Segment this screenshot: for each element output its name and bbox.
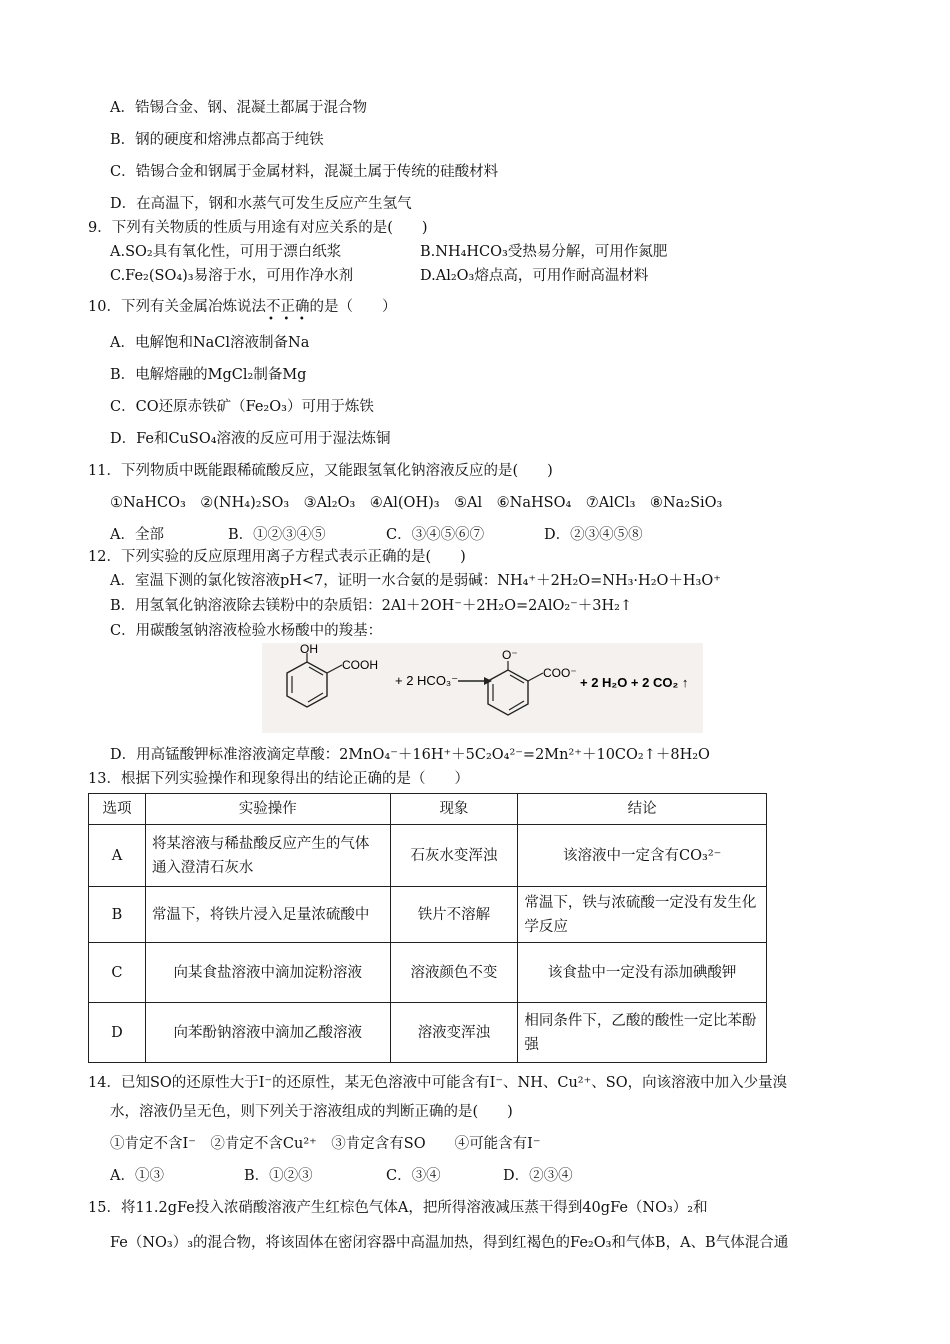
- cell-conclusion: 该溶液中一定含有CO₃²⁻: [518, 825, 767, 887]
- q10-option-c: C．CO还原赤铁矿（Fe₂O₃）可用于炼铁: [110, 399, 374, 415]
- cell-conclusion: 该食盐中一定没有添加碘酸钾: [518, 943, 767, 1003]
- cell-option: B: [89, 887, 146, 943]
- q12-option-d: D．用高锰酸钾标准溶液滴定草酸：2MnO₄⁻＋16H⁺＋5C₂O₄²⁻=2Mn²⁺＋10CO₂↑＋8H₂O: [110, 747, 710, 763]
- q12-option-a: A．室温下测的氯化铵溶液pH<7，证明一水合氨的是弱碱：NH₄⁺＋2H₂O=NH₃·H₂O＋H₃O⁺: [110, 573, 721, 589]
- emphasis-dots: • • •: [268, 314, 305, 325]
- cell-operation: 将某溶液与稀盐酸反应产生的气体通入澄清石灰水: [145, 825, 390, 887]
- q8-option-a: A．锆锡合金、钢、混凝土都属于混合物: [110, 100, 367, 116]
- q14-items: ①肯定不含I⁻ ②肯定不含Cu²⁺ ③肯定含有SO ④可能含有I⁻: [110, 1136, 541, 1152]
- q9-option-a: A.SO₂具有氧化性，可用于漂白纸浆: [110, 244, 342, 260]
- q14-line1: 14．已知SO的还原性大于I⁻的还原性，某无色溶液中可能含有I⁻、NH、Cu²⁺、SO，向该溶液中加入少量溴: [88, 1075, 788, 1091]
- cell-operation: 向苯酚钠溶液中滴加乙酸溶液: [145, 1003, 390, 1063]
- q11-stem: 11．下列物质中既能跟稀硫酸反应，又能跟氢氧化钠溶液反应的是( ): [88, 463, 553, 479]
- q14-option-b: B．①②③: [244, 1168, 313, 1184]
- header-operation: 实验操作: [145, 794, 390, 825]
- products-label: + 2 H₂O + 2 CO₂ ↑: [580, 675, 689, 690]
- cell-operation: 向某食盐溶液中滴加淀粉溶液: [145, 943, 390, 1003]
- q9-stem: 9．下列有关物质的性质与用途有对应关系的是( ): [88, 220, 428, 236]
- cell-option: D: [89, 1003, 146, 1063]
- header-phenomenon: 现象: [390, 794, 518, 825]
- q13-stem: 13．根据下列实验操作和现象得出的结论正确的是（ ）: [88, 771, 469, 787]
- benzene-ring-left: [287, 662, 327, 707]
- q9-option-b: B.NH₄HCO₃受热易分解，可用作氮肥: [420, 244, 668, 260]
- q12-option-c: C．用碳酸氢钠溶液检验水杨酸中的羧基：: [110, 623, 383, 639]
- q10-option-b: B．电解熔融的MgCl₂制备Mg: [110, 367, 307, 383]
- q11-items: ①NaHCO₃ ②(NH₄)₂SO₃ ③Al₂O₃ ④Al(OH)₃ ⑤Al ⑥NaHSO₄ ⑦AlCl₃ ⑧Na₂SiO₃: [110, 495, 723, 511]
- header-option: 选项: [89, 794, 146, 825]
- cell-option: C: [89, 943, 146, 1003]
- cell-conclusion: 常温下，铁与浓硫酸一定没有发生化学反应: [518, 887, 767, 943]
- q9-option-d: D.Al₂O₃熔点高，可用作耐高温材料: [420, 268, 649, 284]
- q15-line2: Fe（NO₃）₃的混合物，将该固体在密闭容器中高温加热，得到红褐色的Fe₂O₃和气体B，A、B气体混合通: [110, 1235, 789, 1251]
- q14-option-a: A．①③: [110, 1168, 164, 1184]
- q12-stem: 12．下列实验的反应原理用离子方程式表示正确的是( ): [88, 549, 466, 565]
- q12-option-b: B．用氢氧化钠溶液除去镁粉中的杂质铝：2Al＋2OH⁻＋2H₂O=2AlO₂⁻＋3H₂↑: [110, 598, 633, 614]
- cell-phenomenon: 溶液颜色不变: [390, 943, 518, 1003]
- q14-option-c: C．③④: [386, 1168, 441, 1184]
- q11-option-d: D．②③④⑤⑧: [544, 527, 643, 543]
- cell-option: A: [89, 825, 146, 887]
- cell-phenomenon: 石灰水变浑浊: [390, 825, 518, 887]
- q10-option-d: D．Fe和CuSO₄溶液的反应可用于湿法炼铜: [110, 431, 391, 447]
- q11-option-c: C．③④⑤⑥⑦: [386, 527, 485, 543]
- table-row: [89, 1003, 767, 1063]
- header-conclusion: 结论: [518, 794, 767, 825]
- q9-option-c: C.Fe₂(SO₄)₃易溶于水，可用作净水剂: [110, 268, 354, 284]
- cell-operation: 常温下，将铁片浸入足量浓硫酸中: [145, 887, 390, 943]
- q11-option-a: A．全部: [110, 527, 164, 543]
- q8-option-d: D．在高温下，钢和水蒸气可发生反应产生氢气: [110, 196, 412, 212]
- q8-option-c: C．锆锡合金和钢属于金属材料，混凝土属于传统的硅酸材料: [110, 164, 499, 180]
- q15-line1: 15．将11.2gFe投入浓硝酸溶液产生红棕色气体A，把所得溶液减压蒸干得到40gFe（NO₃）₂和: [88, 1200, 708, 1216]
- table-row: [89, 825, 767, 887]
- q14-line2: 水，溶液仍呈无色，则下列关于溶液组成的判断正确的是( ): [110, 1104, 513, 1120]
- table-header-row: [89, 794, 767, 825]
- reagent-label: + 2 HCO₃⁻: [395, 673, 459, 688]
- q8-option-b: B．钢的硬度和熔沸点都高于纯铁: [110, 132, 324, 148]
- q10-stem: 10．下列有关金属冶炼说法不正确的是（ ）: [88, 299, 397, 315]
- o-minus-label: O⁻: [502, 648, 518, 662]
- cell-phenomenon: 溶液变浑浊: [390, 1003, 518, 1063]
- equation-svg: [262, 643, 703, 733]
- benzene-ring-right: [488, 670, 528, 715]
- cell-phenomenon: 铁片不溶解: [390, 887, 518, 943]
- coo-minus-label: COO⁻: [543, 666, 577, 680]
- cooh-label: COOH: [342, 658, 378, 672]
- q11-option-b: B．①②③④⑤: [228, 527, 326, 543]
- oh-label: OH: [300, 643, 318, 656]
- cell-conclusion: 相同条件下，乙酸的酸性一定比苯酚强: [518, 1003, 767, 1063]
- salicylic-acid-equation: [262, 643, 703, 733]
- q10-option-a: A．电解饱和NaCl溶液制备Na: [110, 335, 310, 351]
- experiment-table: [88, 793, 767, 1063]
- q14-option-d: D．②③④: [503, 1168, 573, 1184]
- table-row: [89, 887, 767, 943]
- table-row: [89, 943, 767, 1003]
